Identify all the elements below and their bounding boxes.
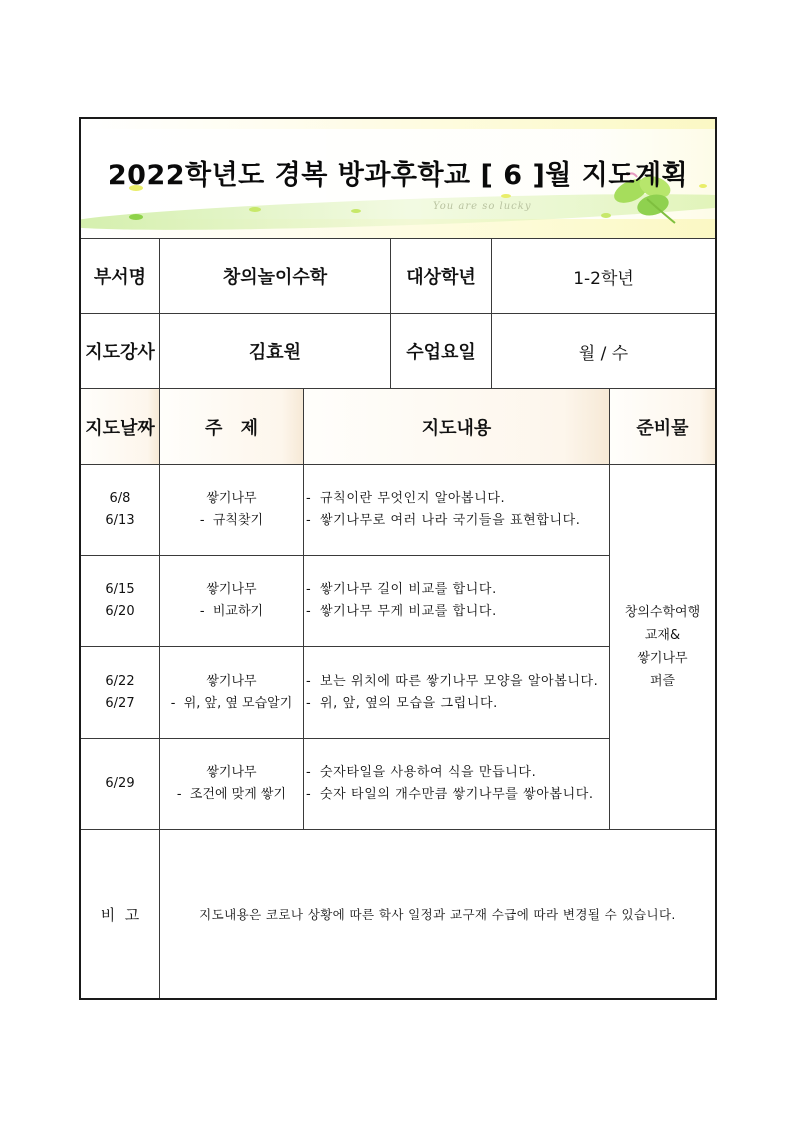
date: 6/27 [105,695,135,711]
content-item: - 쌓기나무 길이 비교를 합니다. [306,579,497,601]
date: 6/15 [105,582,135,597]
content-item: - 규칙이란 무엇인지 알아봅니다. [306,488,581,510]
content-item: - 위, 앞, 옆의 모습을 그립니다. [306,693,598,715]
title-banner [81,119,715,238]
remarks-label: 비 고 [81,830,160,998]
department-label: 부서명 [81,239,160,314]
content-item: - 쌓기나무 무게 비교를 합니다. [306,601,497,623]
banner-script-text: You are so lucky [433,201,532,212]
header-content: 지도내용 [304,389,610,465]
content-item: - 쌓기나무로 여러 나라 국기들을 표현합니다. [306,510,581,532]
days-label: 수업요일 [391,314,492,389]
topic-title: 쌓기나무 [206,491,257,506]
header-topic: 주 제 [160,389,304,465]
row-2-topic [160,556,304,647]
decorative-dot [249,207,261,212]
row-2-content [304,556,610,647]
lesson-plan-sheet [79,117,717,1000]
topic-title: 쌓기나무 [206,673,257,689]
topic-subtitle: - 위, 앞, 옆 모습알기 [170,695,293,711]
instructor-label: 지도강사 [81,314,160,389]
row-4-topic [160,739,304,830]
topic-subtitle: - 조건에 맞게 쌓기 [176,787,287,802]
page-title: 2022학년도 경복 방과후학교 [ 6 ]월 지도계획 [107,160,689,191]
material-item: 퍼즐 [649,674,676,689]
grade-label: 대상학년 [391,239,492,314]
remarks-text: 지도내용은 코로나 상황에 따른 학사 일정과 교구재 수급에 따라 변경될 수 있습니다. [199,907,676,922]
instructor-value: 김효원 [160,314,391,389]
content-item: - 숫자타일을 사용하여 식을 만듭니다. [306,762,594,784]
decorative-dot [129,214,143,220]
days-value: 월 / 수 [492,314,715,389]
department-value: 창의놀이수학 [160,239,391,314]
date: 6/22 [105,673,135,689]
material-item: 교재& [644,628,681,643]
header-materials: 준비물 [610,389,715,465]
row-3-dates [81,647,160,739]
topic-subtitle: - 비교하기 [199,604,264,619]
date: 6/8 [109,491,131,506]
date: 6/29 [105,776,135,791]
materials-cell [610,465,715,830]
row-1-content [304,465,610,556]
row-1-topic [160,465,304,556]
row-3-content [304,647,610,739]
topic-subtitle: - 규칙찾기 [199,513,264,528]
date: 6/20 [105,604,135,619]
date: 6/13 [105,513,135,528]
row-4-content [304,739,610,830]
row-3-topic [160,647,304,739]
material-item: 창의수학여행 [624,605,701,620]
content-item: - 보는 위치에 따른 쌓기나무 모양을 알아봅니다. [306,671,598,693]
content-item: - 숫자 타일의 개수만큼 쌓기나무를 쌓아봅니다. [306,784,594,806]
decorative-dot [501,194,511,198]
topic-title: 쌓기나무 [206,582,257,597]
grade-value: 1-2학년 [492,239,715,314]
row-1-dates [81,465,160,556]
decorative-dot [351,209,361,213]
topic-title: 쌓기나무 [206,765,257,780]
row-2-dates [81,556,160,647]
header-date: 지도날짜 [81,389,160,465]
row-4-dates [81,739,160,830]
material-item: 쌓기나무 [637,651,688,666]
